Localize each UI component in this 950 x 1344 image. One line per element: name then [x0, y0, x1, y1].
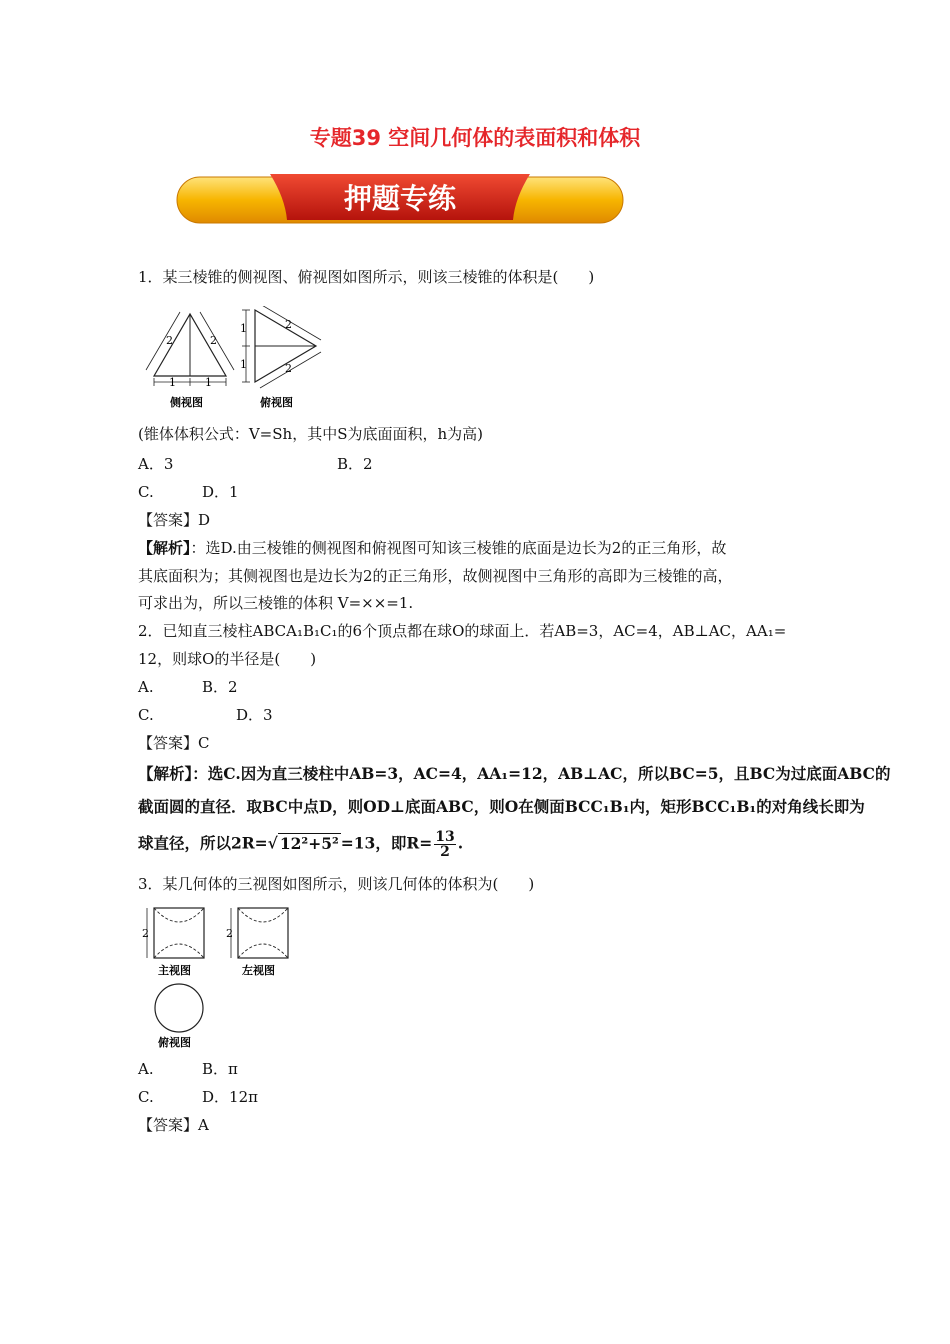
q3-front-caption: 主视图	[158, 964, 191, 977]
q1-formula-note: (锥体体积公式：V=Sh，其中S为底面面积，h为高)	[138, 425, 483, 443]
q1-side-view-caption: 侧视图	[170, 396, 203, 409]
q3-front-view	[142, 908, 204, 977]
q1-side-label-left: 2	[166, 334, 173, 347]
banner-graphic	[175, 170, 625, 228]
q3-option-c: C.	[138, 1088, 154, 1106]
q2-option-b: B．2	[202, 678, 238, 696]
q2-stem-line1: 2．已知直三棱柱ABCA₁B₁C₁的6个顶点都在球O的球面上．若AB=3，AC=4，AB⊥AC，AA₁=	[138, 622, 787, 640]
q1-top-label-left-lower: 1	[240, 358, 247, 371]
q2-option-d: D．3	[236, 706, 273, 724]
q2-fraction-numerator: 13	[435, 829, 455, 845]
q1-analysis-line2: 其底面积为；其侧视图也是边长为2的正三角形，故侧视图中三角形的高即为三棱锥的高，	[138, 567, 733, 585]
section-banner	[175, 170, 625, 228]
q3-option-b: B．π	[202, 1060, 238, 1078]
q1-top-label-upper: 2	[285, 318, 292, 331]
q1-stem: 1．某三棱锥的侧视图、俯视图如图所示，则该三棱锥的体积是( )	[138, 268, 595, 286]
q2-analysis-line3: 球直径，所以2R=√ 12²+5² =13，即R= $\frac{13}{2}$ .	[138, 829, 464, 860]
q2-analysis-line1: 【解析】：选C.因为直三棱柱中AB=3，AC=4，AA₁=12，AB⊥AC，所以BC=5，且BC为过底面ABC的	[138, 764, 891, 783]
q2-sqrt-expression: 12²+5²	[279, 833, 339, 853]
page-title: 专题39 空间几何体的表面积和体积	[309, 126, 641, 150]
q1-side-label-base-right: 1	[205, 376, 212, 389]
q1-figures	[140, 306, 340, 414]
q1-option-a: A．3	[138, 455, 174, 473]
q3-option-a: A.	[138, 1060, 154, 1078]
q1-answer: 【答案】D	[138, 511, 211, 529]
q3-answer: 【答案】A	[138, 1116, 209, 1134]
q2-option-a: A.	[138, 678, 154, 696]
q3-left-caption: 左视图	[242, 964, 275, 977]
q3-stem: 3．某几何体的三视图如图所示，则该几何体的体积为( )	[138, 875, 535, 893]
q1-option-b: B．2	[337, 455, 373, 473]
q3-left-dim: 2	[226, 927, 233, 940]
q3-figures	[140, 904, 300, 1054]
q3-top-caption: 俯视图	[158, 1036, 191, 1049]
q2-option-c: C.	[138, 706, 154, 724]
banner-text: 押题专练	[343, 182, 457, 215]
q1-top-view-caption: 俯视图	[260, 396, 293, 409]
q1-top-label-lower: 2	[285, 362, 292, 375]
q2-analysis3-pre: 球直径，所以2R=	[138, 833, 268, 853]
q2-analysis-line2: 截面圆的直径．取BC中点D，则OD⊥底面ABC，则O在侧面BCC₁B₁内，矩形BCC₁B₁的对角线长即为	[138, 797, 865, 816]
q1-side-view	[146, 312, 234, 409]
q2-fraction-denominator: 2	[440, 844, 450, 860]
q1-analysis-line3: 可求出为，所以三棱锥的体积 V=××=1.	[138, 594, 414, 612]
q1-analysis-label: 【解析】	[138, 539, 191, 557]
q1-option-c: C.	[138, 483, 154, 501]
q2-analysis3-mid: =13，即R=	[340, 833, 433, 853]
q1-analysis-line1	[138, 538, 726, 558]
q1-side-label-base-left: 1	[169, 376, 176, 389]
q2-stem-line2: 12，则球O的半径是( )	[138, 650, 317, 668]
q1-option-d: D．1	[202, 483, 239, 501]
q1-top-label-left-upper: 1	[240, 322, 247, 335]
q3-option-d: D．12π	[202, 1088, 258, 1106]
q1-side-label-right: 2	[210, 334, 217, 347]
q2-fraction	[434, 830, 455, 859]
q3-front-dim: 2	[142, 927, 149, 940]
q1-analysis-text1: ：选D.由三棱锥的侧视图和俯视图可知该三棱锥的底面是边长为2的正三角形，故	[190, 539, 727, 557]
q3-left-view	[226, 908, 288, 977]
q2-analysis3-end: .	[457, 833, 464, 853]
q3-top-view	[155, 984, 203, 1049]
q1-top-view	[240, 306, 321, 409]
q2-answer: 【答案】C	[138, 734, 210, 752]
